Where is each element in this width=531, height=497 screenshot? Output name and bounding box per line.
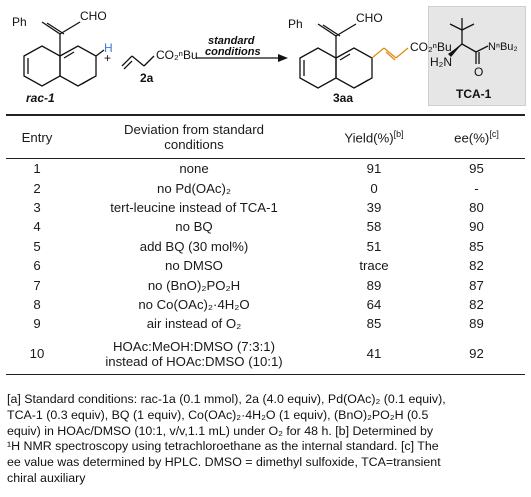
- deviation-cell: add BQ (30 mol%): [139, 238, 249, 254]
- substrate-h: H: [104, 41, 113, 55]
- entry-cell: 2: [33, 180, 41, 196]
- header-deviation-line1: Deviation from standard: [123, 122, 264, 137]
- header-yield-text: Yield(%): [344, 130, 394, 146]
- catalyst-amide: NⁿBu₂: [488, 41, 518, 53]
- entry-cell: 9: [33, 316, 41, 332]
- reaction-scheme: [0, 0, 531, 110]
- product-cho: CHO: [356, 11, 383, 25]
- entry-cell: 3: [33, 199, 41, 215]
- arrow-label-1: standard: [208, 35, 255, 47]
- ee-cell: 82: [469, 296, 484, 312]
- table-row: [6, 198, 525, 217]
- table-row: [6, 178, 525, 197]
- substrate-label: rac-1: [26, 91, 55, 105]
- deviation-line1: HOAc:MeOH:DMSO (7:3:1): [113, 338, 275, 354]
- deviation-cell: none: [179, 161, 209, 177]
- yield-cell: 85: [366, 316, 382, 332]
- table-row: [6, 295, 525, 314]
- entry-cell: 4: [33, 219, 41, 235]
- yield-cell: 39: [366, 199, 382, 215]
- table-row: [6, 275, 525, 294]
- product-ph: Ph: [288, 17, 303, 31]
- ee-cell: 80: [469, 199, 484, 215]
- footnote-line: ¹H NMR spectroscopy using tetrachloroethane as the internal standard. [c] The: [7, 439, 439, 454]
- deviation-cell: tert-leucine instead of TCA-1: [110, 199, 278, 215]
- product-label: 3aa: [333, 91, 354, 105]
- deviation-cell: no DMSO: [165, 258, 223, 274]
- footnote-line: [a] Standard conditions: rac-1a (0.1 mmol), 2a (4.0 equiv), Pd(OAc)₂ (0.1 equiv),: [7, 392, 446, 406]
- deviation-cell: no Co(OAc)₂·4H₂O: [138, 296, 250, 312]
- reagent-label: 2a: [140, 71, 154, 85]
- entry-cell: 10: [6, 334, 68, 375]
- entry-cell: 7: [33, 277, 41, 293]
- table-header-row: [6, 115, 525, 159]
- yield-cell: 0: [370, 180, 378, 196]
- footnote-line: chiral auxiliary: [7, 470, 86, 485]
- table-row: [6, 334, 525, 375]
- catalyst-o: O: [474, 65, 484, 79]
- deviation-cell: no BQ: [175, 219, 213, 235]
- ee-cell: 92: [428, 334, 525, 375]
- product-ester: CO₂ⁿBu: [410, 40, 452, 54]
- entry-cell: 1: [33, 161, 41, 177]
- entry-cell: 5: [33, 238, 41, 254]
- header-ee: [428, 115, 525, 159]
- catalyst-label: TCA-1: [456, 87, 492, 101]
- deviation-cell: no (BnO)₂PO₂H: [147, 277, 241, 293]
- yield-cell: 64: [366, 296, 382, 312]
- header-deviation: [68, 115, 320, 159]
- deviation-cell: no Pd(OAc)₂: [156, 180, 231, 196]
- table-row: [6, 217, 525, 236]
- entry-cell: 6: [33, 258, 41, 274]
- entry-cell: 8: [33, 296, 41, 312]
- footnote-line: ee value was determined by HPLC. DMSO = dimethyl sulfoxide, TCA=transient: [7, 455, 441, 470]
- yield-cell: 89: [366, 277, 382, 293]
- yield-cell: 91: [366, 161, 382, 177]
- substrate-cho: CHO: [80, 9, 107, 23]
- ee-cell: 90: [469, 219, 484, 235]
- arrow-label-2: conditions: [205, 46, 261, 58]
- footnote-line: TCA-1 (0.3 equiv), BQ (1 equiv), Co(OAc)₂·4H₂O (1 equiv), (BnO)₂PO₂H (0.5: [7, 407, 429, 422]
- ee-cell: 85: [469, 238, 484, 254]
- yield-cell: trace: [359, 258, 389, 274]
- reagent-ester: CO₂ⁿBu: [156, 48, 198, 62]
- header-ee-sup: [c]: [489, 128, 499, 139]
- scheme-drawing: [0, 0, 531, 110]
- optimization-table: [6, 114, 525, 375]
- yield-cell: 58: [366, 219, 382, 235]
- table-row: [6, 237, 525, 256]
- header-deviation-line2: conditions: [164, 137, 224, 152]
- header-ee-text: ee(%): [454, 130, 490, 146]
- ee-cell: -: [474, 180, 479, 196]
- table-row: [6, 159, 525, 179]
- ee-cell: 95: [469, 161, 484, 177]
- ee-cell: 82: [469, 258, 484, 274]
- plus-sign: +: [104, 51, 112, 65]
- yield-cell: 41: [320, 334, 428, 375]
- table-row: [6, 314, 525, 333]
- deviation-cell: air instead of O₂: [146, 316, 242, 332]
- ee-cell: 87: [469, 277, 484, 293]
- header-entry: Entry: [6, 115, 68, 159]
- yield-cell: 51: [366, 238, 382, 254]
- header-yield-sup: [b]: [393, 128, 404, 139]
- table-footnote: [7, 392, 527, 487]
- substrate-ph: Ph: [12, 15, 27, 29]
- deviation-line2: instead of HOAc:DMSO (10:1): [105, 353, 283, 369]
- catalyst-nh2: H₂N: [430, 55, 452, 69]
- table-row: [6, 256, 525, 275]
- header-yield: [320, 115, 428, 159]
- footnote-line: equiv) in HOAc/DMSO (10:1, v/v,1.1 mL) under O₂ for 48 h. [b] Determined by: [7, 423, 434, 438]
- ee-cell: 89: [469, 316, 484, 332]
- deviation-cell: [68, 334, 320, 375]
